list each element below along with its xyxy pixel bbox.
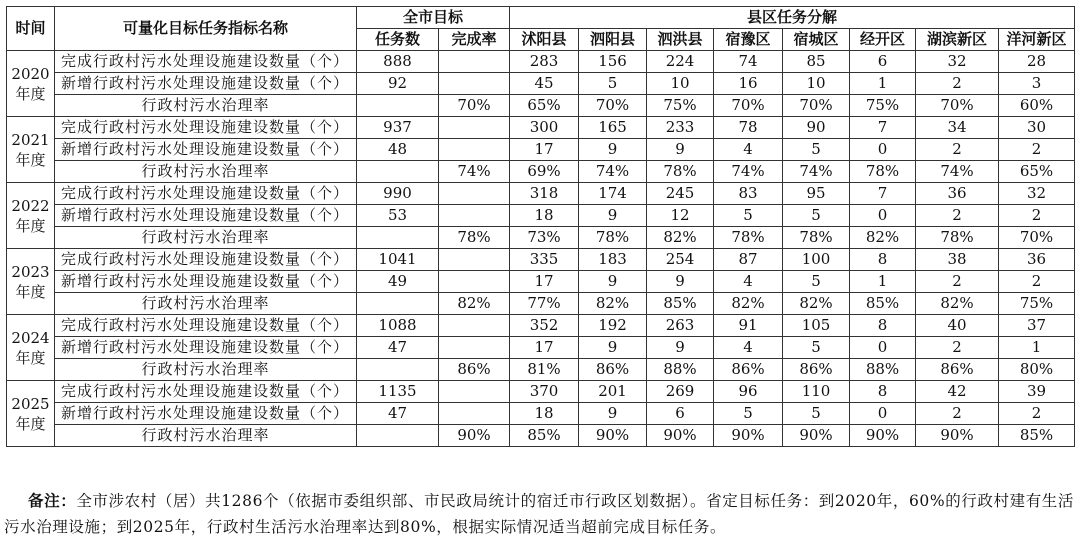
district-value-cell: 90% [850,425,916,447]
year-cell: 2025 年度 [7,381,55,447]
district-value-cell: 2 [916,337,999,359]
district-value-cell: 1 [999,337,1075,359]
district-value-cell: 82% [850,227,916,249]
city-task-cell: 990 [357,183,439,205]
district-value-cell: 5 [714,403,783,425]
header-county-group: 县区任务分解 [510,7,1075,29]
city-task-cell: 937 [357,117,439,139]
district-value-cell: 18 [510,403,579,425]
year-cell: 2024 年度 [7,315,55,381]
district-value-cell: 42 [916,381,999,403]
district-value-cell: 335 [510,249,579,271]
header-district: 宿豫区 [714,29,783,51]
district-value-cell: 37 [999,315,1075,337]
district-value-cell: 81% [510,359,579,381]
metric-name-cell: 新增行政村污水处理设施建设数量（个） [55,337,357,359]
metric-name-cell: 新增行政村污水处理设施建设数量（个） [55,73,357,95]
district-value-cell: 70% [714,95,783,117]
district-value-cell: 17 [510,139,579,161]
district-value-cell: 73% [510,227,579,249]
metric-name-cell: 完成行政村污水处理设施建设数量（个） [55,381,357,403]
table-row [7,205,1075,227]
district-value-cell: 91 [714,315,783,337]
district-value-cell: 3 [999,73,1075,95]
metric-name-cell: 新增行政村污水处理设施建设数量（个） [55,205,357,227]
city-rate-cell: 74% [439,161,510,183]
district-value-cell: 39 [999,381,1075,403]
district-value-cell: 65% [999,161,1075,183]
city-task-cell: 47 [357,337,439,359]
header-district: 湖滨新区 [916,29,999,51]
district-value-cell: 75% [647,95,714,117]
district-value-cell: 28 [999,51,1075,73]
district-value-cell: 70% [916,95,999,117]
district-value-cell: 75% [850,95,916,117]
metric-name-cell: 行政村污水治理率 [55,425,357,447]
district-value-cell: 9 [579,403,647,425]
district-value-cell: 5 [579,73,647,95]
metric-name-cell: 新增行政村污水处理设施建设数量（个） [55,139,357,161]
table-row [7,403,1075,425]
table-row [7,337,1075,359]
district-value-cell: 9 [647,271,714,293]
district-value-cell: 224 [647,51,714,73]
district-value-cell: 0 [850,337,916,359]
district-value-cell: 183 [579,249,647,271]
city-rate-cell [439,205,510,227]
sewage-target-table [6,6,1075,447]
district-value-cell: 90% [783,425,850,447]
district-value-cell: 87 [714,249,783,271]
district-value-cell: 36 [999,249,1075,271]
district-value-cell: 2 [999,205,1075,227]
district-value-cell: 45 [510,73,579,95]
table-row [7,359,1075,381]
district-value-cell: 32 [916,51,999,73]
footnote [4,488,1076,540]
city-task-cell [357,359,439,381]
header-district: 经开区 [850,29,916,51]
district-value-cell: 74% [579,161,647,183]
district-value-cell: 0 [850,403,916,425]
district-value-cell: 245 [647,183,714,205]
district-value-cell: 2 [916,271,999,293]
district-value-cell: 70% [579,95,647,117]
district-value-cell: 40 [916,315,999,337]
district-value-cell: 5 [783,271,850,293]
district-value-cell: 201 [579,381,647,403]
district-value-cell: 2 [999,271,1075,293]
district-value-cell: 5 [783,403,850,425]
district-value-cell: 2 [916,73,999,95]
district-value-cell: 9 [647,337,714,359]
district-value-cell: 318 [510,183,579,205]
district-value-cell: 69% [510,161,579,183]
year-cell: 2020 年度 [7,51,55,117]
district-value-cell: 352 [510,315,579,337]
district-value-cell: 90% [714,425,783,447]
city-task-cell: 1041 [357,249,439,271]
city-rate-cell: 70% [439,95,510,117]
city-task-cell: 888 [357,51,439,73]
district-value-cell: 78% [579,227,647,249]
district-value-cell: 18 [510,205,579,227]
city-rate-cell: 90% [439,425,510,447]
district-value-cell: 0 [850,139,916,161]
city-rate-cell: 82% [439,293,510,315]
table-row [7,51,1075,73]
district-value-cell: 8 [850,381,916,403]
district-value-cell: 88% [850,359,916,381]
district-value-cell: 85% [850,293,916,315]
district-value-cell: 2 [999,139,1075,161]
district-value-cell: 4 [714,271,783,293]
table-row [7,73,1075,95]
district-value-cell: 78% [850,161,916,183]
district-value-cell: 78% [916,227,999,249]
city-rate-cell [439,271,510,293]
table-row [7,249,1075,271]
district-value-cell: 10 [783,73,850,95]
district-value-cell: 95 [783,183,850,205]
district-value-cell: 70% [999,227,1075,249]
metric-name-cell: 完成行政村污水处理设施建设数量（个） [55,183,357,205]
district-value-cell: 165 [579,117,647,139]
metric-name-cell: 完成行政村污水处理设施建设数量（个） [55,249,357,271]
district-value-cell: 7 [850,183,916,205]
district-value-cell: 82% [579,293,647,315]
district-value-cell: 192 [579,315,647,337]
table-row [7,117,1075,139]
table-row [7,183,1075,205]
city-rate-cell [439,73,510,95]
district-value-cell: 16 [714,73,783,95]
city-task-cell: 47 [357,403,439,425]
district-value-cell: 4 [714,139,783,161]
district-value-cell: 80% [999,359,1075,381]
district-value-cell: 5 [714,205,783,227]
district-value-cell: 74% [916,161,999,183]
district-value-cell: 5 [783,337,850,359]
city-task-cell [357,227,439,249]
header-district: 泗阳县 [579,29,647,51]
city-task-cell: 49 [357,271,439,293]
city-rate-cell: 86% [439,359,510,381]
district-value-cell: 85% [510,425,579,447]
district-value-cell: 12 [647,205,714,227]
district-value-cell: 4 [714,337,783,359]
district-value-cell: 90 [783,117,850,139]
district-value-cell: 36 [916,183,999,205]
year-cell: 2021 年度 [7,117,55,183]
district-value-cell: 85% [647,293,714,315]
district-value-cell: 254 [647,249,714,271]
city-task-cell: 1088 [357,315,439,337]
district-value-cell: 82% [783,293,850,315]
header-city-group: 全市目标 [357,7,510,29]
city-task-cell: 53 [357,205,439,227]
district-value-cell: 9 [579,205,647,227]
district-value-cell: 32 [999,183,1075,205]
district-value-cell: 74 [714,51,783,73]
district-value-cell: 78% [783,227,850,249]
city-task-cell: 48 [357,139,439,161]
district-value-cell: 83 [714,183,783,205]
table-row [7,381,1075,403]
city-rate-cell [439,381,510,403]
table-row [7,161,1075,183]
district-value-cell: 8 [850,315,916,337]
table-row [7,425,1075,447]
city-rate-cell [439,183,510,205]
city-rate-cell [439,249,510,271]
district-value-cell: 9 [579,271,647,293]
city-rate-cell [439,337,510,359]
district-value-cell: 78% [714,227,783,249]
header-completion-rate: 完成率 [439,29,510,51]
district-value-cell: 88% [647,359,714,381]
city-task-cell: 1135 [357,381,439,403]
header-metric: 可量化目标任务指标名称 [55,7,357,51]
district-value-cell: 9 [579,337,647,359]
district-value-cell: 17 [510,337,579,359]
footnote-label: 备注： [28,492,77,510]
district-value-cell: 370 [510,381,579,403]
table-body [7,51,1075,447]
district-value-cell: 269 [647,381,714,403]
header-district: 沭阳县 [510,29,579,51]
city-rate-cell [439,315,510,337]
header-time: 时间 [7,7,55,51]
year-cell: 2023 年度 [7,249,55,315]
metric-name-cell: 完成行政村污水处理设施建设数量（个） [55,51,357,73]
table-row [7,95,1075,117]
district-value-cell: 86% [714,359,783,381]
city-rate-cell [439,139,510,161]
city-task-cell: 92 [357,73,439,95]
district-value-cell: 10 [647,73,714,95]
district-value-cell: 174 [579,183,647,205]
header-district: 洋河新区 [999,29,1075,51]
district-value-cell: 5 [783,139,850,161]
table-row [7,139,1075,161]
district-value-cell: 38 [916,249,999,271]
city-rate-cell [439,117,510,139]
district-value-cell: 60% [999,95,1075,117]
metric-name-cell: 完成行政村污水处理设施建设数量（个） [55,117,357,139]
district-value-cell: 77% [510,293,579,315]
district-value-cell: 65% [510,95,579,117]
district-value-cell: 2 [916,139,999,161]
district-value-cell: 1 [850,73,916,95]
district-value-cell: 90% [647,425,714,447]
district-value-cell: 17 [510,271,579,293]
district-value-cell: 105 [783,315,850,337]
district-value-cell: 85 [783,51,850,73]
district-value-cell: 96 [714,381,783,403]
district-value-cell: 8 [850,249,916,271]
district-value-cell: 90% [916,425,999,447]
header-district: 泗洪县 [647,29,714,51]
header-row-1 [7,7,1075,29]
header-district: 宿城区 [783,29,850,51]
year-cell: 2022 年度 [7,183,55,249]
district-value-cell: 2 [916,205,999,227]
metric-name-cell: 行政村污水治理率 [55,227,357,249]
metric-name-cell: 行政村污水治理率 [55,359,357,381]
city-rate-cell [439,51,510,73]
district-value-cell: 86% [916,359,999,381]
district-value-cell: 6 [647,403,714,425]
table-row [7,293,1075,315]
district-value-cell: 6 [850,51,916,73]
district-value-cell: 30 [999,117,1075,139]
metric-name-cell: 完成行政村污水处理设施建设数量（个） [55,315,357,337]
district-value-cell: 74% [714,161,783,183]
district-value-cell: 0 [850,205,916,227]
district-value-cell: 9 [647,139,714,161]
district-value-cell: 82% [647,227,714,249]
metric-name-cell: 行政村污水治理率 [55,293,357,315]
district-value-cell: 74% [783,161,850,183]
header-task-count: 任务数 [357,29,439,51]
metric-name-cell: 行政村污水治理率 [55,95,357,117]
district-value-cell: 75% [999,293,1075,315]
metric-name-cell: 新增行政村污水处理设施建设数量（个） [55,403,357,425]
district-value-cell: 34 [916,117,999,139]
district-value-cell: 263 [647,315,714,337]
district-value-cell: 156 [579,51,647,73]
city-task-cell [357,293,439,315]
district-value-cell: 70% [783,95,850,117]
district-value-cell: 9 [579,139,647,161]
city-task-cell [357,161,439,183]
district-value-cell: 2 [916,403,999,425]
district-value-cell: 78 [714,117,783,139]
city-rate-cell [439,403,510,425]
district-value-cell: 7 [850,117,916,139]
district-value-cell: 1 [850,271,916,293]
city-task-cell [357,95,439,117]
district-value-cell: 2 [999,403,1075,425]
table-row [7,315,1075,337]
district-value-cell: 78% [647,161,714,183]
district-value-cell: 110 [783,381,850,403]
district-value-cell: 85% [999,425,1075,447]
district-value-cell: 300 [510,117,579,139]
table-row [7,271,1075,293]
city-rate-cell: 78% [439,227,510,249]
district-value-cell: 5 [783,205,850,227]
footnote-text: 全市涉农村（居）共1286个（依据市委组织部、市民政局统计的宿迁市行政区划数据）。省定目标任务：到2020年，60%的行政村建有生活污水治理设施；到2025年，行政村生活污水治理率达到80%，根据实际情况适当超前完成目标任务。 [4,492,1075,536]
district-value-cell: 90% [579,425,647,447]
district-value-cell: 86% [783,359,850,381]
city-task-cell [357,425,439,447]
district-value-cell: 100 [783,249,850,271]
metric-name-cell: 行政村污水治理率 [55,161,357,183]
district-value-cell: 82% [916,293,999,315]
district-value-cell: 283 [510,51,579,73]
metric-name-cell: 新增行政村污水处理设施建设数量（个） [55,271,357,293]
district-value-cell: 233 [647,117,714,139]
district-value-cell: 82% [714,293,783,315]
district-value-cell: 86% [579,359,647,381]
table-row [7,227,1075,249]
